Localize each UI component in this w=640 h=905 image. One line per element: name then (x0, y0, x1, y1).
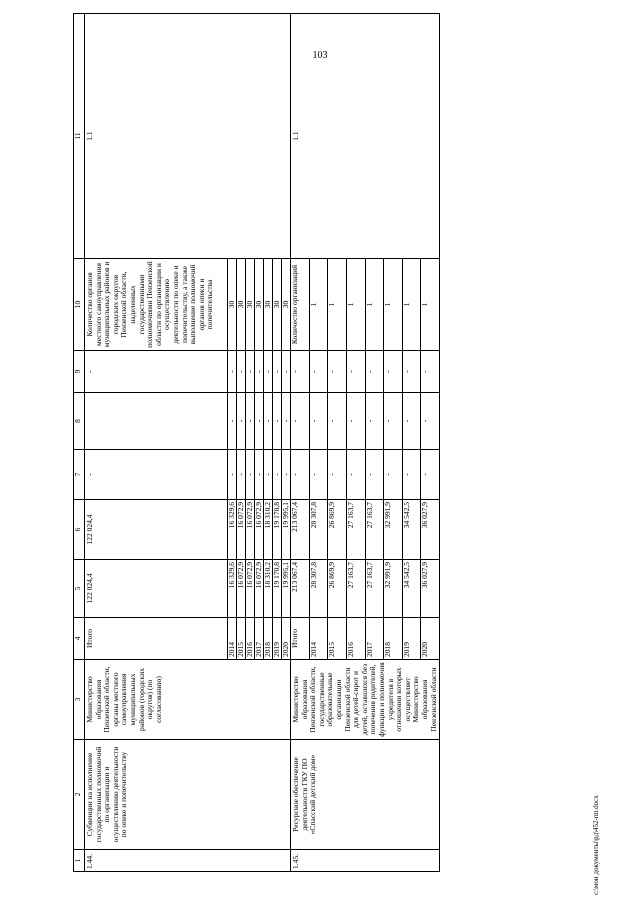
year: 2017 (255, 618, 264, 660)
year: 2014 (309, 618, 328, 660)
c10: 1 (402, 259, 421, 351)
c9: - (346, 351, 365, 393)
c8: - (309, 393, 328, 450)
c8: - (365, 393, 384, 450)
c10: 30 (264, 259, 273, 351)
page-number: 103 (312, 50, 328, 61)
c7: - (264, 450, 273, 500)
year: 2020 (282, 618, 291, 660)
c8: - (255, 393, 264, 450)
c5: 27 163,7 (346, 560, 365, 618)
c9: - (237, 351, 246, 393)
c5: 34 542,5 (402, 560, 421, 618)
total-c8 (85, 393, 228, 450)
c10: 1 (365, 259, 384, 351)
c9: - (421, 351, 440, 393)
c9: - (328, 351, 347, 393)
c5: 36 027,9 (421, 560, 440, 618)
year: 2018 (264, 618, 273, 660)
indicator: Количество организаций (291, 259, 310, 351)
row-number: 1.45. (291, 850, 440, 872)
c5: 28 307,8 (309, 560, 328, 618)
year: 2019 (402, 618, 421, 660)
indicator: Количество органов местного самоуправления муниципальных районов и городских округов Пензенской области, наделенных государственными полномочиями Пензенской области по организации и осуществлению деятельности по опеке и попечительству, а также выполнение полномочий органов опеки и попечительства (85, 259, 228, 351)
total-label: Итого (85, 618, 228, 660)
c10: 1 (346, 259, 365, 351)
c5: 32 991,9 (384, 560, 403, 618)
c8: - (246, 393, 255, 450)
c6: 19 170,8 (273, 500, 282, 560)
c9: - (365, 351, 384, 393)
total-c7: - (291, 450, 310, 500)
c7: - (273, 450, 282, 500)
c5: 26 869,9 (328, 560, 347, 618)
col-header: 7 (74, 450, 85, 500)
c6: 19 995,1 (282, 500, 291, 560)
total-c6: 213 067,4 (291, 500, 310, 560)
year: 2016 (246, 618, 255, 660)
c9: - (273, 351, 282, 393)
c11: 1.1 (85, 14, 291, 259)
c5: 27 163,7 (365, 560, 384, 618)
c8: - (421, 393, 440, 450)
col-header: 2 (74, 740, 85, 850)
row-number: 1.44. (85, 850, 291, 872)
c7: - (282, 450, 291, 500)
c7: - (346, 450, 365, 500)
c9: - (384, 351, 403, 393)
c6: 18 310,2 (264, 500, 273, 560)
c8: - (402, 393, 421, 450)
executor: Министерство образования Пензенской области, органы местного самоуправления муниципальных районов (городских округов) (по согласованию) (85, 660, 291, 740)
c9: - (264, 351, 273, 393)
c6: 16 072,9 (246, 500, 255, 560)
program-table (73, 13, 440, 872)
c10: 1 (328, 259, 347, 351)
c9: - (228, 351, 237, 393)
c5: 19 995,1 (282, 560, 291, 618)
c8: - (237, 393, 246, 450)
year: 2019 (273, 618, 282, 660)
total-c8: - (291, 393, 310, 450)
c7: - (309, 450, 328, 500)
year: 2014 (228, 618, 237, 660)
c9: - (309, 351, 328, 393)
c9: - (255, 351, 264, 393)
year: 2018 (384, 618, 403, 660)
year: 2015 (328, 618, 347, 660)
c5: 16 072,9 (246, 560, 255, 618)
c6: 16 072,9 (255, 500, 264, 560)
c6: 27 163,7 (365, 500, 384, 560)
c5: 16 072,9 (237, 560, 246, 618)
c8: - (384, 393, 403, 450)
c8: - (346, 393, 365, 450)
c10: 1 (384, 259, 403, 351)
c10: 30 (246, 259, 255, 351)
table-row (291, 14, 310, 872)
c6: 32 991,9 (384, 500, 403, 560)
total-c7: - (85, 450, 228, 500)
c9: - (402, 351, 421, 393)
c9: - (282, 351, 291, 393)
c7: - (365, 450, 384, 500)
c7: - (384, 450, 403, 500)
c5: 16 329,6 (228, 560, 237, 618)
c6: 28 307,8 (309, 500, 328, 560)
c5: 18 310,2 (264, 560, 273, 618)
c10: 1 (421, 259, 440, 351)
total-c9: - (85, 351, 228, 393)
col-header: 1 (74, 850, 85, 872)
executor: Министерство образования Пензенской области, государственные образовательные организации Пензенской области для детей-сирот и детей, оставшихся без попечения родителей, функции и полномочия учредителя в отношении которых осуществляет Министерство образования Пензенской области (291, 660, 440, 740)
total-c5: 213 067,4 (291, 560, 310, 618)
c10: 30 (228, 259, 237, 351)
total-label: Итого (291, 618, 310, 660)
c6: 27 163,7 (346, 500, 365, 560)
c6: 16 329,6 (228, 500, 237, 560)
c8: - (328, 393, 347, 450)
header-row (74, 14, 85, 872)
year: 2015 (237, 618, 246, 660)
col-header: 3 (74, 660, 85, 740)
c7: - (246, 450, 255, 500)
col-header: 5 (74, 560, 85, 618)
c7: - (255, 450, 264, 500)
total-c6: 122 024,4 (85, 500, 228, 560)
c6: 16 072,9 (237, 500, 246, 560)
col-header: 9 (74, 351, 85, 393)
activity-name: Ресурсное обеспечение деятельности ГКУ ПО «Спасский детский дом» (291, 740, 440, 850)
file-path-footer: c:\мои документы\рд\452-пп.docx (592, 795, 600, 895)
activity-name: Субвенции на исполнение государственных полномочий по организации и осуществлению деятельности по опеке и попечительству (85, 740, 291, 850)
c10: 30 (273, 259, 282, 351)
c8: - (282, 393, 291, 450)
c8: - (264, 393, 273, 450)
c10: 1 (309, 259, 328, 351)
c7: - (328, 450, 347, 500)
c11: 1.1 (291, 14, 440, 259)
c6: 36 027,9 (421, 500, 440, 560)
c8: - (273, 393, 282, 450)
c6: 34 542,5 (402, 500, 421, 560)
c6: 26 869,9 (328, 500, 347, 560)
c5: 19 170,8 (273, 560, 282, 618)
c7: - (402, 450, 421, 500)
c9: - (246, 351, 255, 393)
col-header: 10 (74, 259, 85, 351)
col-header: 6 (74, 500, 85, 560)
c10: 30 (282, 259, 291, 351)
rotated-table-container (73, 14, 583, 872)
total-c9: - (291, 351, 310, 393)
total-c5: 122 024,4 (85, 560, 228, 618)
col-header: 11 (74, 14, 85, 259)
col-header: 8 (74, 393, 85, 450)
c7: - (228, 450, 237, 500)
c10: 30 (255, 259, 264, 351)
table-row (85, 14, 228, 872)
col-header: 4 (74, 618, 85, 660)
year: 2017 (365, 618, 384, 660)
year: 2020 (421, 618, 440, 660)
c8: - (228, 393, 237, 450)
c10: 30 (237, 259, 246, 351)
c7: - (421, 450, 440, 500)
c5: 16 072,9 (255, 560, 264, 618)
c7: - (237, 450, 246, 500)
year: 2016 (346, 618, 365, 660)
